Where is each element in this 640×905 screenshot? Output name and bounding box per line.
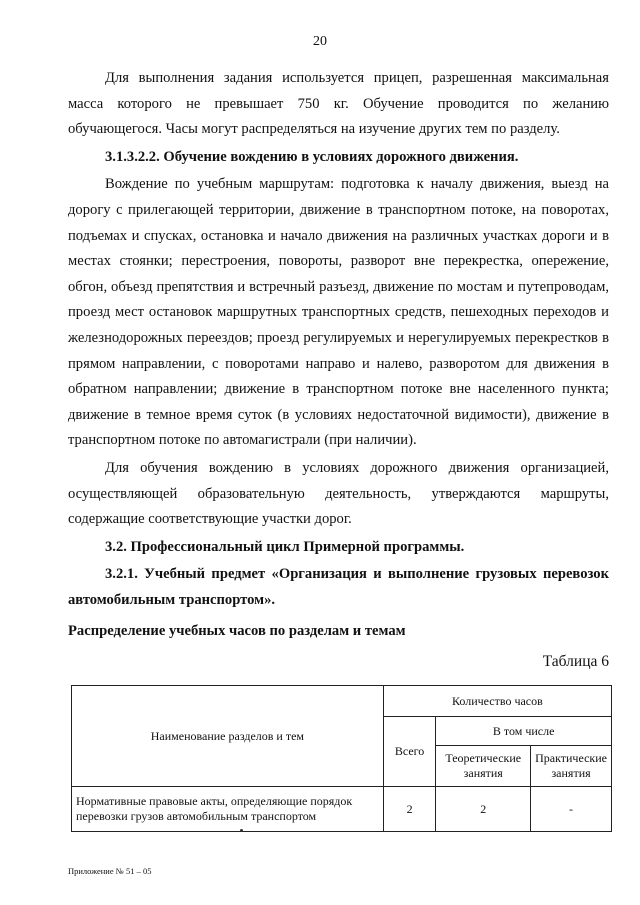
heading-professional-cycle: 3.2. Профессиональный цикл Примерной программы.	[105, 538, 465, 555]
paragraph-trailer-note: Для выполнения задания используется прицеп, разрешенная максимальная масса которого не превышает 750 кг. Обучение проводится по желанию обучающегося. Часы могут распределяться на изучение других тем по разделу.	[68, 70, 609, 138]
row-practice-cell: -	[531, 787, 612, 832]
column-header-including: В том числе	[436, 717, 612, 746]
row-name-cell: Нормативные правовые акты, определяющие порядок перевозки грузов автомобильным транспортом	[72, 787, 384, 832]
column-header-total: Всего	[383, 717, 436, 787]
footer-note: Приложение № 51 – 05	[68, 866, 152, 876]
table-label: Таблица 6	[542, 653, 609, 671]
column-header-name: Наименование разделов и тем	[72, 686, 384, 787]
heading-driving-in-traffic: 3.1.3.2.2. Обучение вождению в условиях дорожного движения.	[105, 148, 519, 165]
page-number: 20	[313, 34, 327, 49]
document-body	[68, 66, 609, 675]
scan-speck	[240, 829, 243, 832]
table-row	[72, 787, 612, 832]
column-header-hours: Количество часов	[383, 686, 611, 717]
column-header-practice: Практические занятия	[531, 746, 612, 787]
row-theory-cell: 2	[436, 787, 531, 832]
paragraph-route-approval: Для обучения вождению в условиях дорожного движения организацией, осуществляющей образовательную деятельность, утверждаются маршруты, содержащие соответствующие участки дорог.	[68, 459, 609, 528]
column-header-theory: Теоретические занятия	[436, 746, 531, 787]
paragraph-training-routes: Вождение по учебным маршрутам: подготовка к началу движения, выезд на дорогу с прилегающей территории, движение в транспортном потоке, на поворотах, подъемах и спусках, остановка и начало движения на различных участках дороги и в местах стоянки; перестроения, повороты, разворот вне перекрестка, опережение, обгон, объезд препятствия и встречный разъезд, движение по мостам и путепроводам, проезд мест остановок маршрутных транспортных средств, пешеходных переходов и железнодорожных переездов; проезд регулируемых и нерегулируемых перекрестков в прямом направлении, с поворотами направо и налево, разворотом для движения в обратном направлении; движение в транспортном потоке вне населенного пункта; движение в темное время суток (в условиях недостаточной видимости), движение в транспортном потоке по автомагистрали (при наличии).	[68, 176, 609, 449]
hours-distribution-table	[71, 685, 612, 832]
row-total-cell: 2	[383, 787, 436, 832]
table-title: Распределение учебных часов по разделам и темам	[68, 623, 406, 640]
heading-subject-cargo-transport: 3.2.1. Учебный предмет «Организация и выполнение грузовых перевозок автомобильным транспортом».	[68, 566, 609, 608]
